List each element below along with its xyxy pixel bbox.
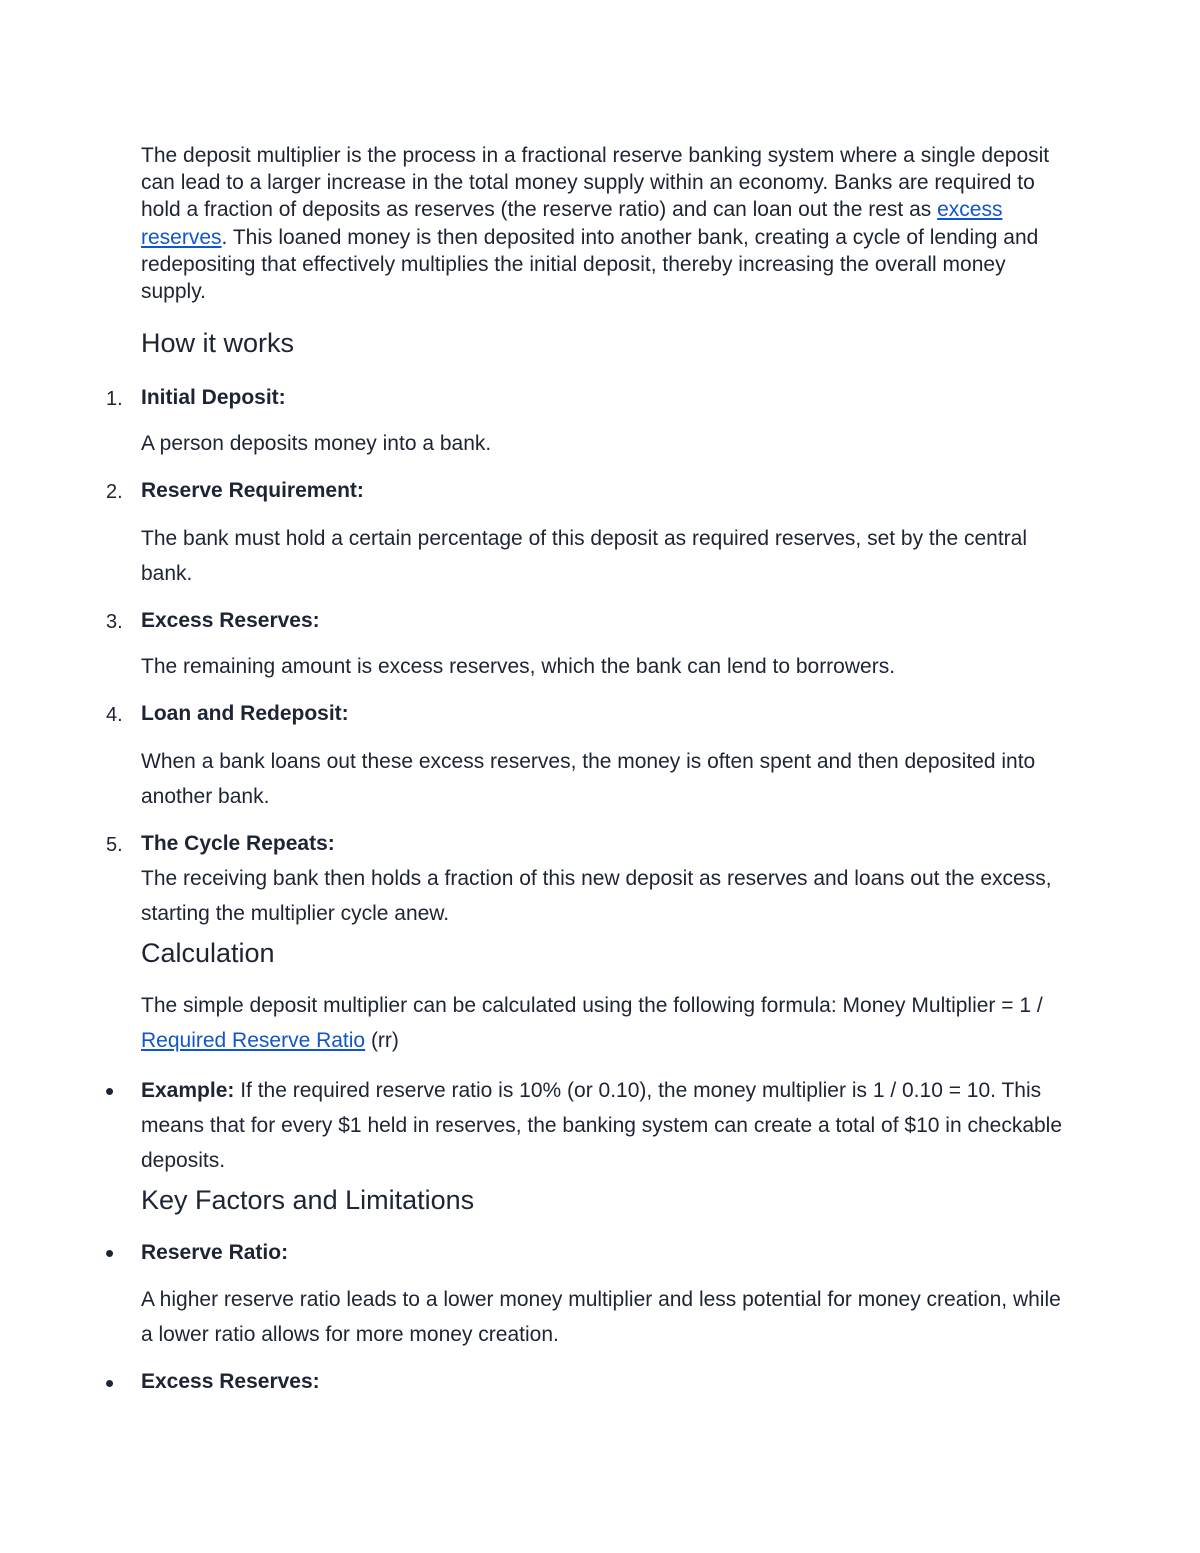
key-factor-bullet-1: • (105, 1238, 115, 1268)
item-label-cycle-repeats: The Cycle Repeats: (141, 832, 335, 855)
list-number-5: 5. (106, 834, 123, 856)
item-text-initial-deposit: A person deposits money into a bank. (141, 432, 492, 455)
key-factor-label-excess-reserves: Excess Reserves: (141, 1370, 320, 1393)
item-text-cycle-repeats: The receiving bank then holds a fraction of this new deposit as reserves and loans out the excess, starting the multiplier cycle anew. (141, 867, 1052, 925)
intro-text-part1: The deposit multiplier is the process in a fractional reserve banking system where a single deposit can lead to a larger increase in the total money supply within an economy. Banks are required to hold a fraction of deposits as reserves (the reserve ratio) and can loan out the rest as (141, 144, 1050, 222)
key-factors-heading: Key Factors and Limitations (141, 1185, 475, 1215)
key-factor-label-reserve-ratio: Reserve Ratio: (141, 1241, 289, 1264)
calculation-heading: Calculation (141, 938, 275, 968)
intro-text-part2: . This loaned money is then deposited into another bank, creating a cycle of lending and redepositing that effectively multiplies the initial deposit, thereby increasing the overall money supply. (141, 225, 1039, 304)
item-label-loan-and-redeposit: Loan and Redeposit: (141, 702, 349, 725)
item-text-excess-reserves: The remaining amount is excess reserves, which the bank can lend to borrowers. (141, 655, 896, 678)
calculation-text-after: (rr) (365, 1029, 399, 1052)
excess-reserves-link[interactable]: excess reserves (141, 198, 1003, 249)
list-number-1: 1. (106, 388, 123, 410)
item-label-initial-deposit: Initial Deposit: (141, 386, 286, 409)
calculation-text-before: The simple deposit multiplier can be calculated using the following formula: Money Multiplier = 1 / (141, 994, 1043, 1017)
key-factor-text-reserve-ratio: A higher reserve ratio leads to a lower money multiplier and less potential for money creation, while a lower ratio allows for more money creation. (141, 1288, 1061, 1346)
example-paragraph (141, 1073, 1071, 1178)
item-label-excess-reserves: Excess Reserves: (141, 609, 320, 632)
item-label-reserve-requirement: Reserve Requirement: (141, 479, 364, 502)
how-it-works-heading: How it works (141, 328, 295, 358)
intro-paragraph (141, 142, 1071, 305)
calculation-paragraph (141, 988, 1071, 1058)
list-number-4: 4. (106, 704, 123, 726)
item-text-loan-and-redeposit: When a bank loans out these excess reserves, the money is often spent and then deposited into another bank. (141, 750, 1036, 808)
item-text-reserve-requirement: The bank must hold a certain percentage of this deposit as required reserves, set by the central bank. (141, 527, 1027, 585)
key-factor-bullet-2: • (105, 1368, 115, 1398)
example-label: Example: (141, 1079, 235, 1102)
required-reserve-ratio-link[interactable]: Required Reserve Ratio (141, 1029, 366, 1052)
example-bullet: • (105, 1076, 115, 1106)
example-text: If the required reserve ratio is 10% (or 0.10), the money multiplier is 1 / 0.10 = 10. This means that for every $1 held in reserves, the banking system can create a total of $10 in checkable deposits. (141, 1079, 1063, 1172)
list-number-3: 3. (106, 611, 123, 633)
list-number-2: 2. (106, 481, 123, 503)
